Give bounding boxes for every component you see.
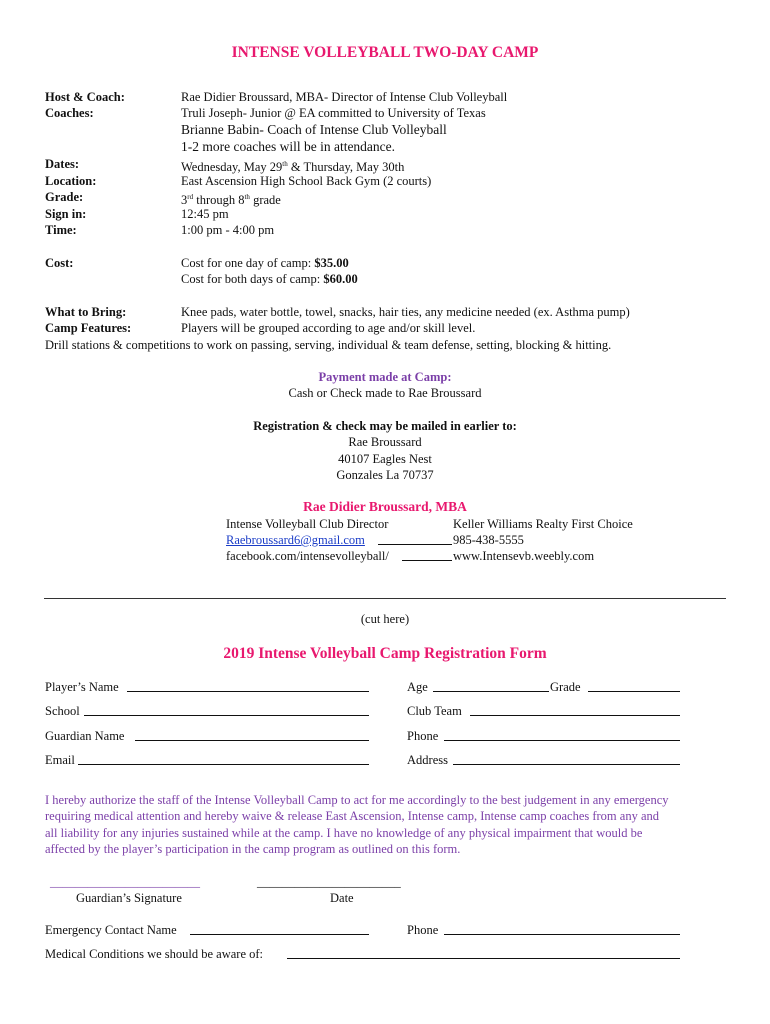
waiver-line-1: I hereby authorize the staff of the Intense Volleyball Camp to act for me accordingly to the best judgement in any emergency [45,793,669,807]
waiver-line-2: requiring medical attention and hereby waive & release East Ascension, Intense camp, Intense camp coaches from any and [45,809,660,823]
contact-name: Rae Didier Broussard, MBA [303,499,467,514]
age-field[interactable] [433,691,549,692]
contact-email[interactable] [226,532,365,548]
cost-both: Cost for both days of camp: $60.00 [181,272,358,286]
guardian-signature-label: Guardian’s Signature [76,891,182,905]
date-line[interactable]: _______________________ [257,875,401,889]
facebook-underline [402,560,452,561]
dates-label: Dates: [45,157,80,171]
waiver-line-4: affected by the player’s participation in the camp program as outlined on this form. [45,842,461,856]
mail-name: Rae Broussard [348,435,422,449]
email-link[interactable]: Raebroussard6@gmail.com [226,533,365,547]
location-value: East Ascension High School Back Gym (2 courts) [181,174,432,188]
mail-street: 40107 Eagles Nest [338,452,432,466]
contact-company: Keller Williams Realty First Choice [453,517,633,531]
features-label: Camp Features: [45,321,132,335]
dates-value: Wednesday, May 29th & Thursday, May 30th [181,160,405,175]
coaches-label: Coaches: [45,106,94,120]
emergency-phone-field[interactable] [444,934,680,935]
medical-label: Medical Conditions we should be aware of: [45,947,264,961]
grade-label: Grade: [45,190,84,204]
coach-1: Truli Joseph- Junior @ EA committed to University of Texas [181,106,486,120]
address-field[interactable] [453,764,680,765]
grade-field[interactable] [588,691,680,692]
medical-field[interactable] [287,958,680,959]
player-name-label: Player’s Name [45,680,119,694]
date-label: Date [330,891,354,905]
location-label: Location: [45,174,97,188]
phone-label: Phone [407,729,439,743]
contact-phone: 985-438-5555 [453,533,524,547]
features-value: Players will be grouped according to age and/or skill level. [181,321,476,335]
host-value: Rae Didier Broussard, MBA- Director of Intense Club Volleyball [181,90,508,104]
time-value: 1:00 pm - 4:00 pm [181,223,275,237]
mail-heading: Registration & check may be mailed in earlier to: [253,419,517,433]
email-underline [378,544,452,545]
signin-value: 12:45 pm [181,207,229,221]
mail-city: Gonzales La 70737 [336,468,434,482]
grade-value: 3rd through 8th grade [181,193,281,208]
club-team-field[interactable] [470,715,680,716]
school-label: School [45,704,80,718]
cut-here-label: (cut here) [360,612,410,626]
guardian-name-label: Guardian Name [45,729,125,743]
contact-title: Intense Volleyball Club Director [226,517,389,531]
coach-2: Brianne Babin- Coach of Intense Club Volleyball [181,122,447,137]
emergency-phone-label: Phone [407,923,439,937]
guardian-name-field[interactable] [135,740,369,741]
time-label: Time: [45,223,77,237]
form-title: 2019 Intense Volleyball Camp Registration Form [223,645,547,662]
waiver-line-3: all liability for any injuries sustained while at the camp. I have no knowledge of any physical impairment that would be [45,826,643,840]
grade-form-label: Grade [550,680,581,694]
signature-line[interactable]: ________________________ [50,875,200,889]
cost-label: Cost: [45,256,74,270]
contact-website[interactable]: www.Intensevb.weebly.com [453,549,595,563]
drill-text: Drill stations & competitions to work on passing, serving, individual & team defense, setting, blocking & hitting. [45,338,612,352]
club-team-label: Club Team [407,704,462,718]
payment-text: Cash or Check made to Rae Broussard [288,386,482,400]
cost-one: Cost for one day of camp: $35.00 [181,256,349,270]
emergency-contact-field[interactable] [190,934,369,935]
host-label: Host & Coach: [45,90,125,104]
coach-3: 1-2 more coaches will be in attendance. [181,139,396,154]
phone-field[interactable] [444,740,680,741]
address-label: Address [407,753,448,767]
emergency-contact-label: Emergency Contact Name [45,923,177,937]
page-title: INTENSE VOLLEYBALL TWO-DAY CAMP [231,44,539,61]
bring-label: What to Bring: [45,305,127,319]
bring-value: Knee pads, water bottle, towel, snacks, hair ties, any medicine needed (ex. Asthma pump) [181,305,630,319]
contact-facebook[interactable]: facebook.com/intensevolleyball/ [226,549,389,563]
signin-label: Sign in: [45,207,87,221]
cut-line [44,598,726,599]
email-label: Email [45,753,75,767]
player-name-field[interactable] [127,691,369,692]
school-field[interactable] [84,715,369,716]
payment-heading: Payment made at Camp: [318,370,452,384]
email-field[interactable] [78,764,369,765]
age-label: Age [407,680,428,694]
